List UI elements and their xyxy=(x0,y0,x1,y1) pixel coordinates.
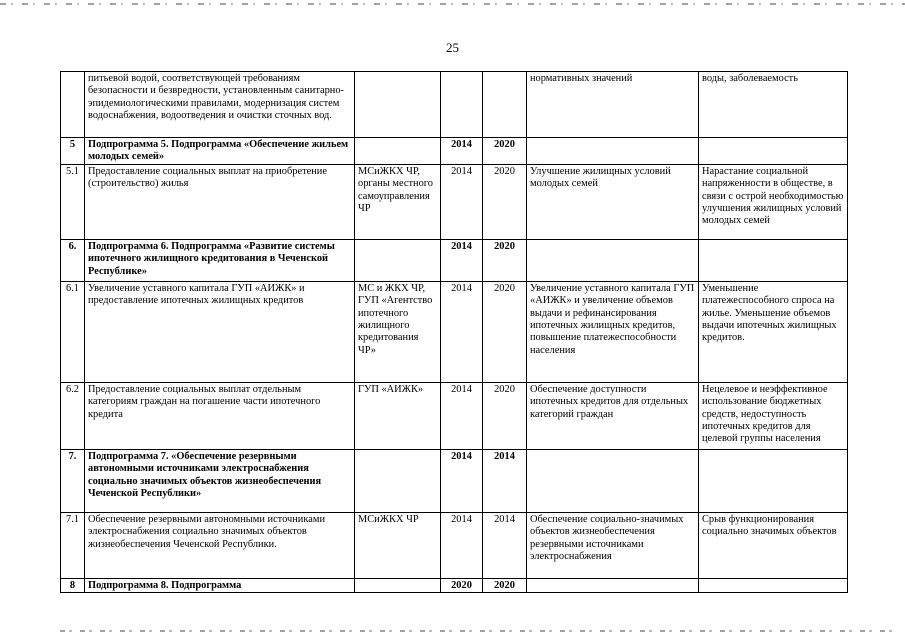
executor: ГУП «АИЖК» xyxy=(355,382,441,449)
start-year: 2020 xyxy=(441,578,483,592)
expected-result: Увеличение уставного капитала ГУП «АИЖК» и увеличение объемов выдачи и рефинансирования ипотечных жилищных кредитов, повышение платежеспособности населения xyxy=(527,281,699,382)
row-number: 7.1 xyxy=(61,512,85,578)
end-year xyxy=(483,72,527,138)
row-number: 8 xyxy=(61,578,85,592)
consequence xyxy=(699,239,848,281)
executor: МСиЖКХ ЧР xyxy=(355,512,441,578)
table-row xyxy=(61,382,848,449)
consequence: Нарастание социальной напряженности в обществе, в связи с острой необходимостью улучшения жилищных условий молодых семей xyxy=(699,164,848,239)
end-year: 2014 xyxy=(483,449,527,512)
table-row xyxy=(61,449,848,512)
expected-result: Обеспечение доступности ипотечных кредитов для отдельных категорий граждан xyxy=(527,382,699,449)
start-year: 2014 xyxy=(441,164,483,239)
measure-name: питьевой водой, соответствующей требованиям безопасности и безвредности, установленным санитарно-эпидемиологическими правилами, модернизация систем водоснабжения, водоотведения и очистки сточных вод. xyxy=(85,72,355,138)
table-row xyxy=(61,239,848,281)
end-year: 2020 xyxy=(483,578,527,592)
expected-result xyxy=(527,239,699,281)
executor: МСиЖКХ ЧР, органы местного самоуправления ЧР xyxy=(355,164,441,239)
start-year: 2014 xyxy=(441,138,483,165)
start-year: 2014 xyxy=(441,239,483,281)
expected-result xyxy=(527,449,699,512)
end-year: 2020 xyxy=(483,382,527,449)
row-number xyxy=(61,72,85,138)
end-year: 2014 xyxy=(483,512,527,578)
scan-noise-top xyxy=(0,3,905,5)
measure-name: Подпрограмма 8. Подпрограмма xyxy=(85,578,355,592)
end-year: 2020 xyxy=(483,281,527,382)
measure-name: Предоставление социальных выплат на приобретение (строительство) жилья xyxy=(85,164,355,239)
consequence: Уменьшение платежеспособного спроса на жилье. Уменьшение объемов выдачи ипотечных жилищных кредитов. xyxy=(699,281,848,382)
consequence: воды, заболеваемость xyxy=(699,72,848,138)
row-number: 5 xyxy=(61,138,85,165)
table-row xyxy=(61,578,848,592)
executor xyxy=(355,72,441,138)
measure-name: Обеспечение резервными автономными источниками электроснабжения социально значимых объектов жизнеобеспечения Чеченской Республики. xyxy=(85,512,355,578)
page-number: 25 xyxy=(446,40,459,55)
executor xyxy=(355,449,441,512)
end-year: 2020 xyxy=(483,239,527,281)
expected-result xyxy=(527,578,699,592)
measure-name: Подпрограмма 5. Подпрограмма «Обеспечение жильем молодых семей» xyxy=(85,138,355,165)
table-row xyxy=(61,164,848,239)
scan-noise-bottom xyxy=(60,630,900,632)
start-year: 2014 xyxy=(441,281,483,382)
executor: МС и ЖКХ ЧР, ГУП «Агентство ипотечного жилищного кредитования ЧР» xyxy=(355,281,441,382)
expected-result: нормативных значений xyxy=(527,72,699,138)
consequence: Нецелевое и неэффективное использование бюджетных средств, недоступность ипотечных кредитов для целевой группы населения xyxy=(699,382,848,449)
measure-name: Подпрограмма 6. Подпрограмма «Развитие системы ипотечного жилищного кредитования в Чеченской Республике» xyxy=(85,239,355,281)
measure-name: Предоставление социальных выплат отдельным категориям граждан на погашение части ипотечного кредита xyxy=(85,382,355,449)
measure-name: Увеличение уставного капитала ГУП «АИЖК» и предоставление ипотечных жилищных кредитов xyxy=(85,281,355,382)
consequence xyxy=(699,449,848,512)
executor xyxy=(355,138,441,165)
table-row xyxy=(61,138,848,165)
consequence xyxy=(699,578,848,592)
start-year: 2014 xyxy=(441,449,483,512)
measure-name: Подпрограмма 7. «Обеспечение резервными автономными источниками электроснабжения социально значимых объектов жизнеобеспечения Чеченской Республики» xyxy=(85,449,355,512)
row-number: 6.2 xyxy=(61,382,85,449)
start-year: 2014 xyxy=(441,382,483,449)
table-row xyxy=(61,72,848,138)
table-row xyxy=(61,512,848,578)
end-year: 2020 xyxy=(483,138,527,165)
consequence: Срыв функционирования социально значимых объектов xyxy=(699,512,848,578)
table-row xyxy=(61,281,848,382)
expected-result: Улучшение жилищных условий молодых семей xyxy=(527,164,699,239)
row-number: 6. xyxy=(61,239,85,281)
row-number: 7. xyxy=(61,449,85,512)
executor xyxy=(355,578,441,592)
end-year: 2020 xyxy=(483,164,527,239)
executor xyxy=(355,239,441,281)
start-year xyxy=(441,72,483,138)
expected-result xyxy=(527,138,699,165)
expected-result: Обеспечение социально-значимых объектов жизнеобеспечения резервными источниками электроснабжения xyxy=(527,512,699,578)
program-table xyxy=(60,71,848,593)
row-number: 5.1 xyxy=(61,164,85,239)
consequence xyxy=(699,138,848,165)
row-number: 6.1 xyxy=(61,281,85,382)
start-year: 2014 xyxy=(441,512,483,578)
